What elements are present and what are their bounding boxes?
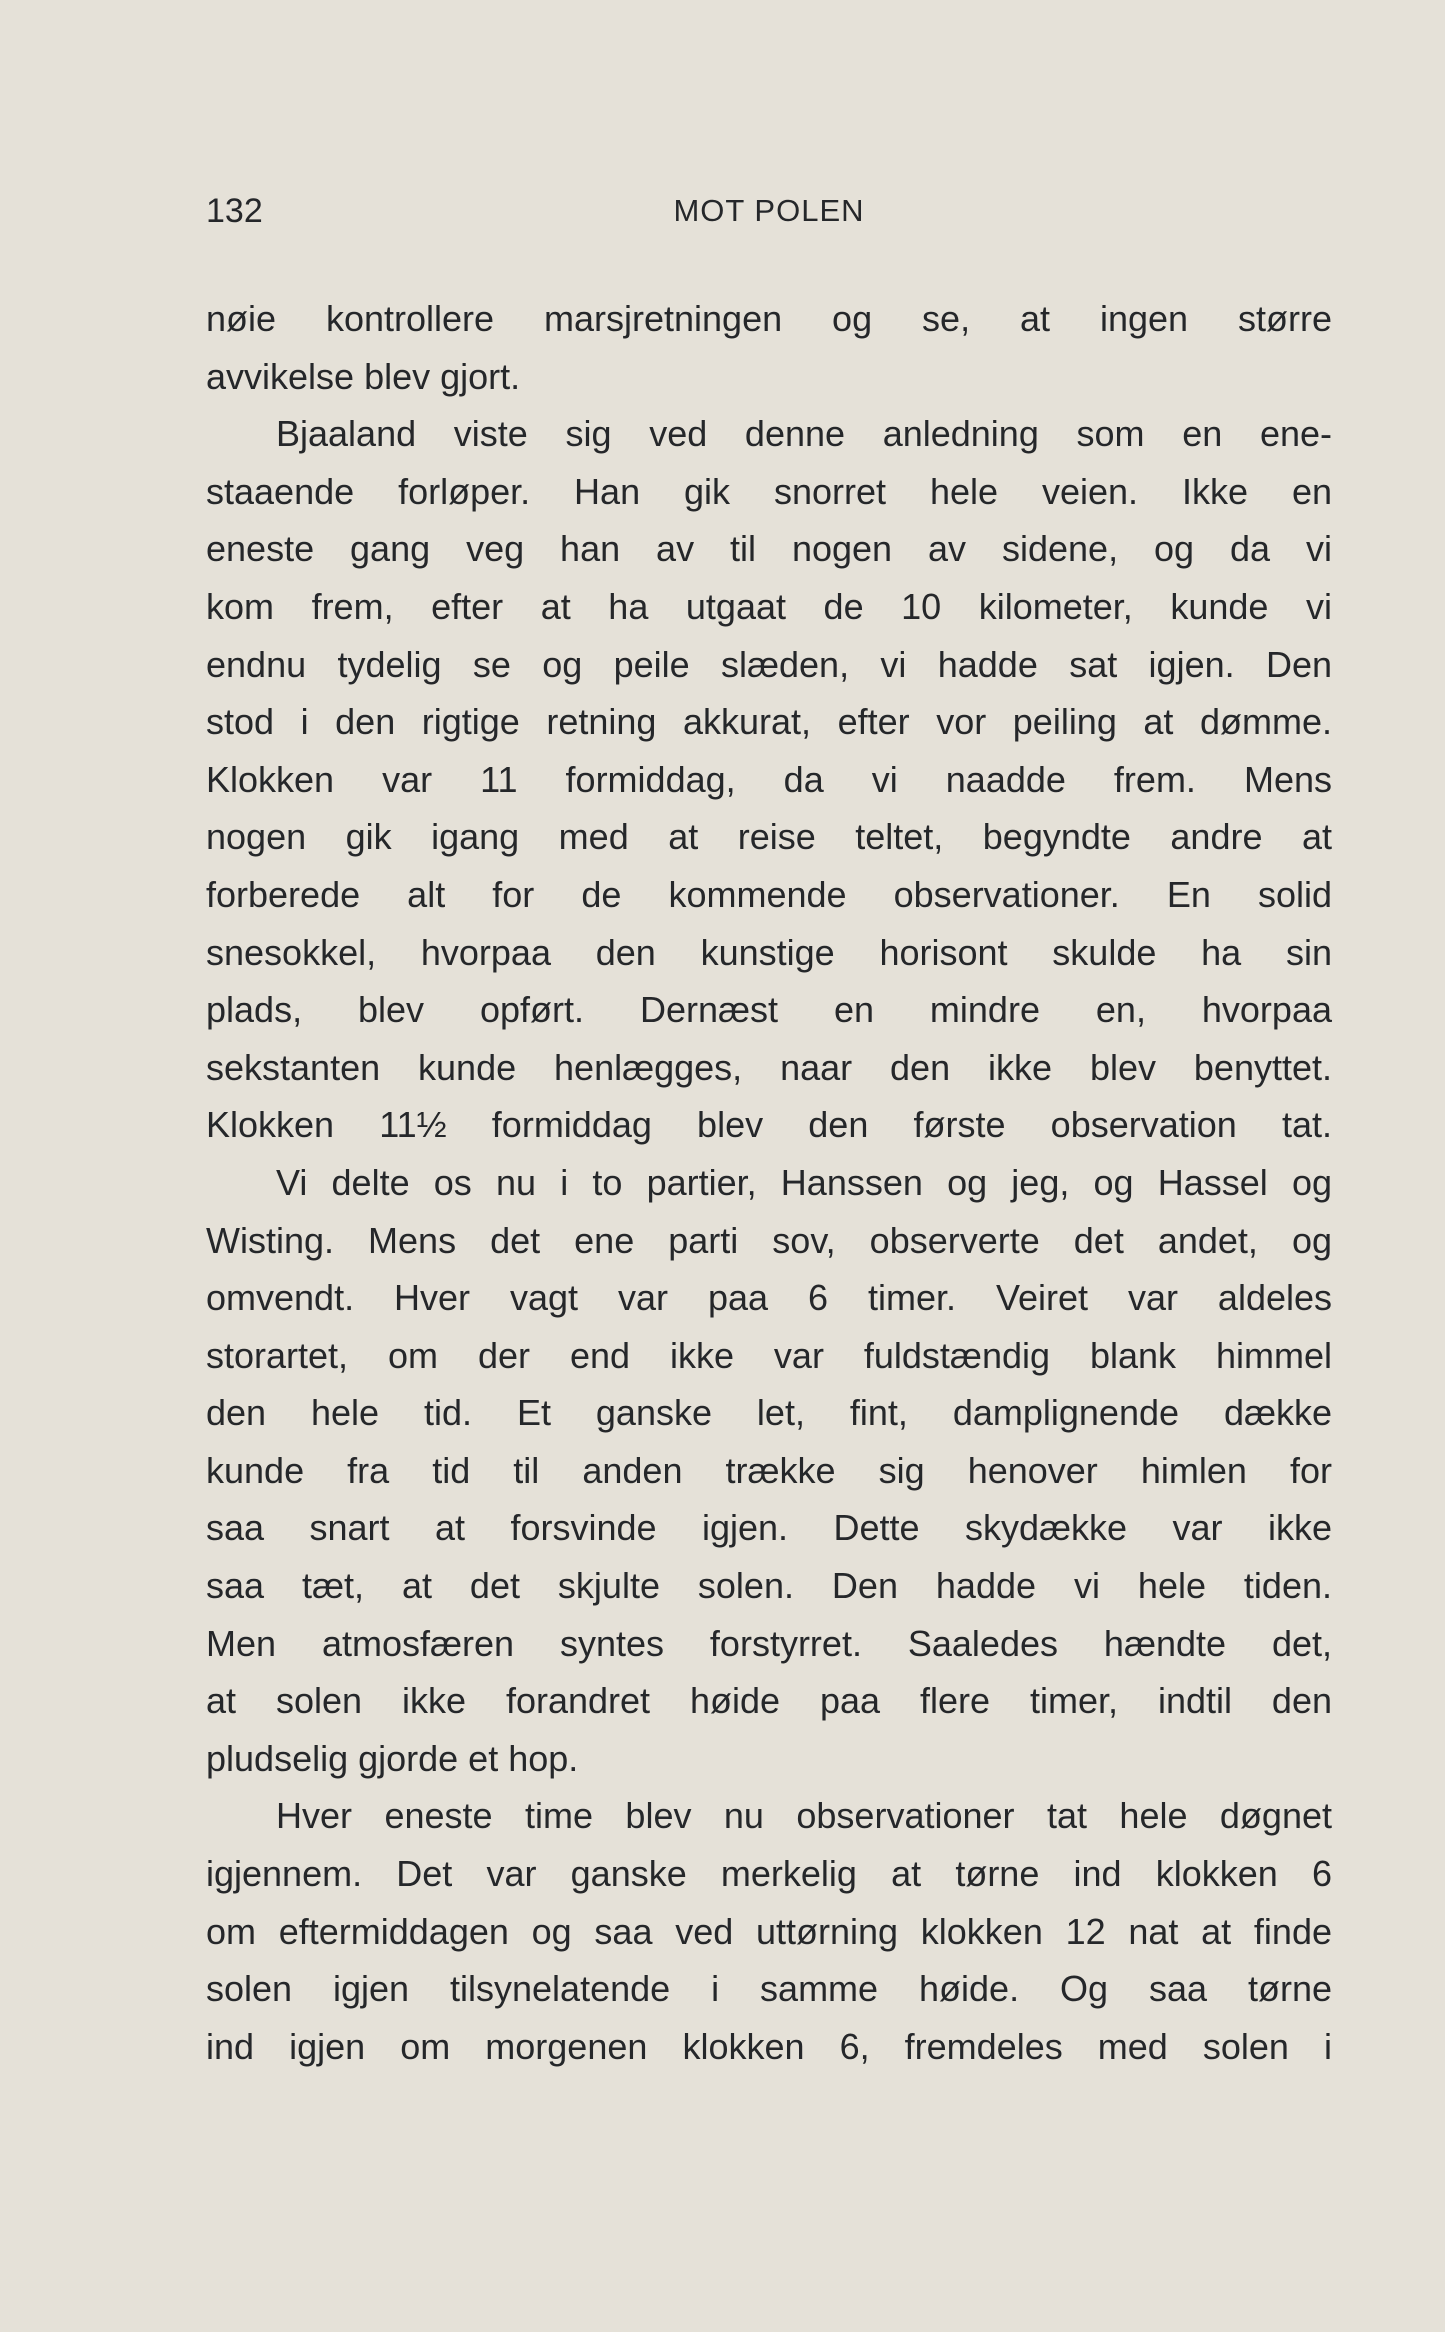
body-text [206,290,1332,2075]
text-line: endnu tydelig se og peile slæden, vi hadde sat igjen. Den [206,643,1332,685]
text-line: sekstanten kunde henlægges, naar den ikke blev benyttet. [206,1046,1332,1088]
running-title: MOT POLEN [673,193,865,228]
text-line: omvendt. Hver vagt var paa 6 timer. Veiret var aldeles [206,1277,1332,1319]
text-line: kom frem, efter at ha utgaat de 10 kilometer, kunde vi [206,585,1332,627]
text-line: Klokken var 11 formiddag, da vi naadde frem. Mens [206,758,1332,800]
text-line: eneste gang veg han av til nogen av sidene, og da vi [206,528,1332,570]
text-line: solen igjen tilsynelatende i samme høide. Og saa tørne [206,1968,1332,2010]
text-line: pludselig gjorde et hop. [206,1737,579,1779]
text-line: plads, blev opført. Dernæst en mindre en, hvorpaa [206,989,1332,1031]
text-line: Men atmosfæren syntes forstyrret. Saaledes hændte det, [206,1622,1332,1664]
text-line: Wisting. Mens det ene parti sov, observerte det andet, og [206,1219,1332,1261]
text-line: om eftermiddagen og saa ved uttørning klokken 12 nat at finde [206,1910,1332,1952]
text-line: kunde fra tid til anden trække sig henover himlen for [206,1449,1332,1491]
page-header [206,186,1332,236]
text-line: nogen gik igang med at reise teltet, begyndte andre at [206,816,1332,858]
text-line: at solen ikke forandret høide paa flere timer, indtil den [206,1680,1332,1722]
page-number: 132 [206,192,263,230]
text-line: Bjaaland viste sig ved denne anledning som en ene- [276,413,1332,455]
text-line: staaende forløper. Han gik snorret hele veien. Ikke en [206,470,1332,512]
text-line: stod i den rigtige retning akkurat, efter vor peiling at dømme. [206,701,1332,743]
text-line: Vi delte os nu i to partier, Hanssen og jeg, og Hassel og [276,1161,1332,1203]
text-line: forberede alt for de kommende observationer. En solid [206,873,1332,915]
text-line: avvikelse blev gjort. [206,355,521,397]
text-line: snesokkel, hvorpaa den kunstige horisont skulde ha sin [206,931,1332,973]
text-line: Hver eneste time blev nu observationer tat hele døgnet [276,1795,1332,1837]
text-line: ind igjen om morgenen klokken 6, fremdeles med solen i [206,2025,1332,2067]
text-line: den hele tid. Et ganske let, fint, damplignende dække [206,1392,1332,1434]
text-line: saa tæt, at det skjulte solen. Den hadde vi hele tiden. [206,1565,1332,1607]
text-line: storartet, om der end ikke var fuldstændig blank himmel [206,1334,1332,1376]
text-line: saa snart at forsvinde igjen. Dette skydække var ikke [206,1507,1332,1549]
text-line: nøie kontrollere marsjretningen og se, at ingen større [206,298,1332,339]
text-line: igjennem. Det var ganske merkelig at tørne ind klokken 6 [206,1853,1332,1895]
text-line: Klokken 11½ formiddag blev den første observation tat. [206,1104,1332,1146]
